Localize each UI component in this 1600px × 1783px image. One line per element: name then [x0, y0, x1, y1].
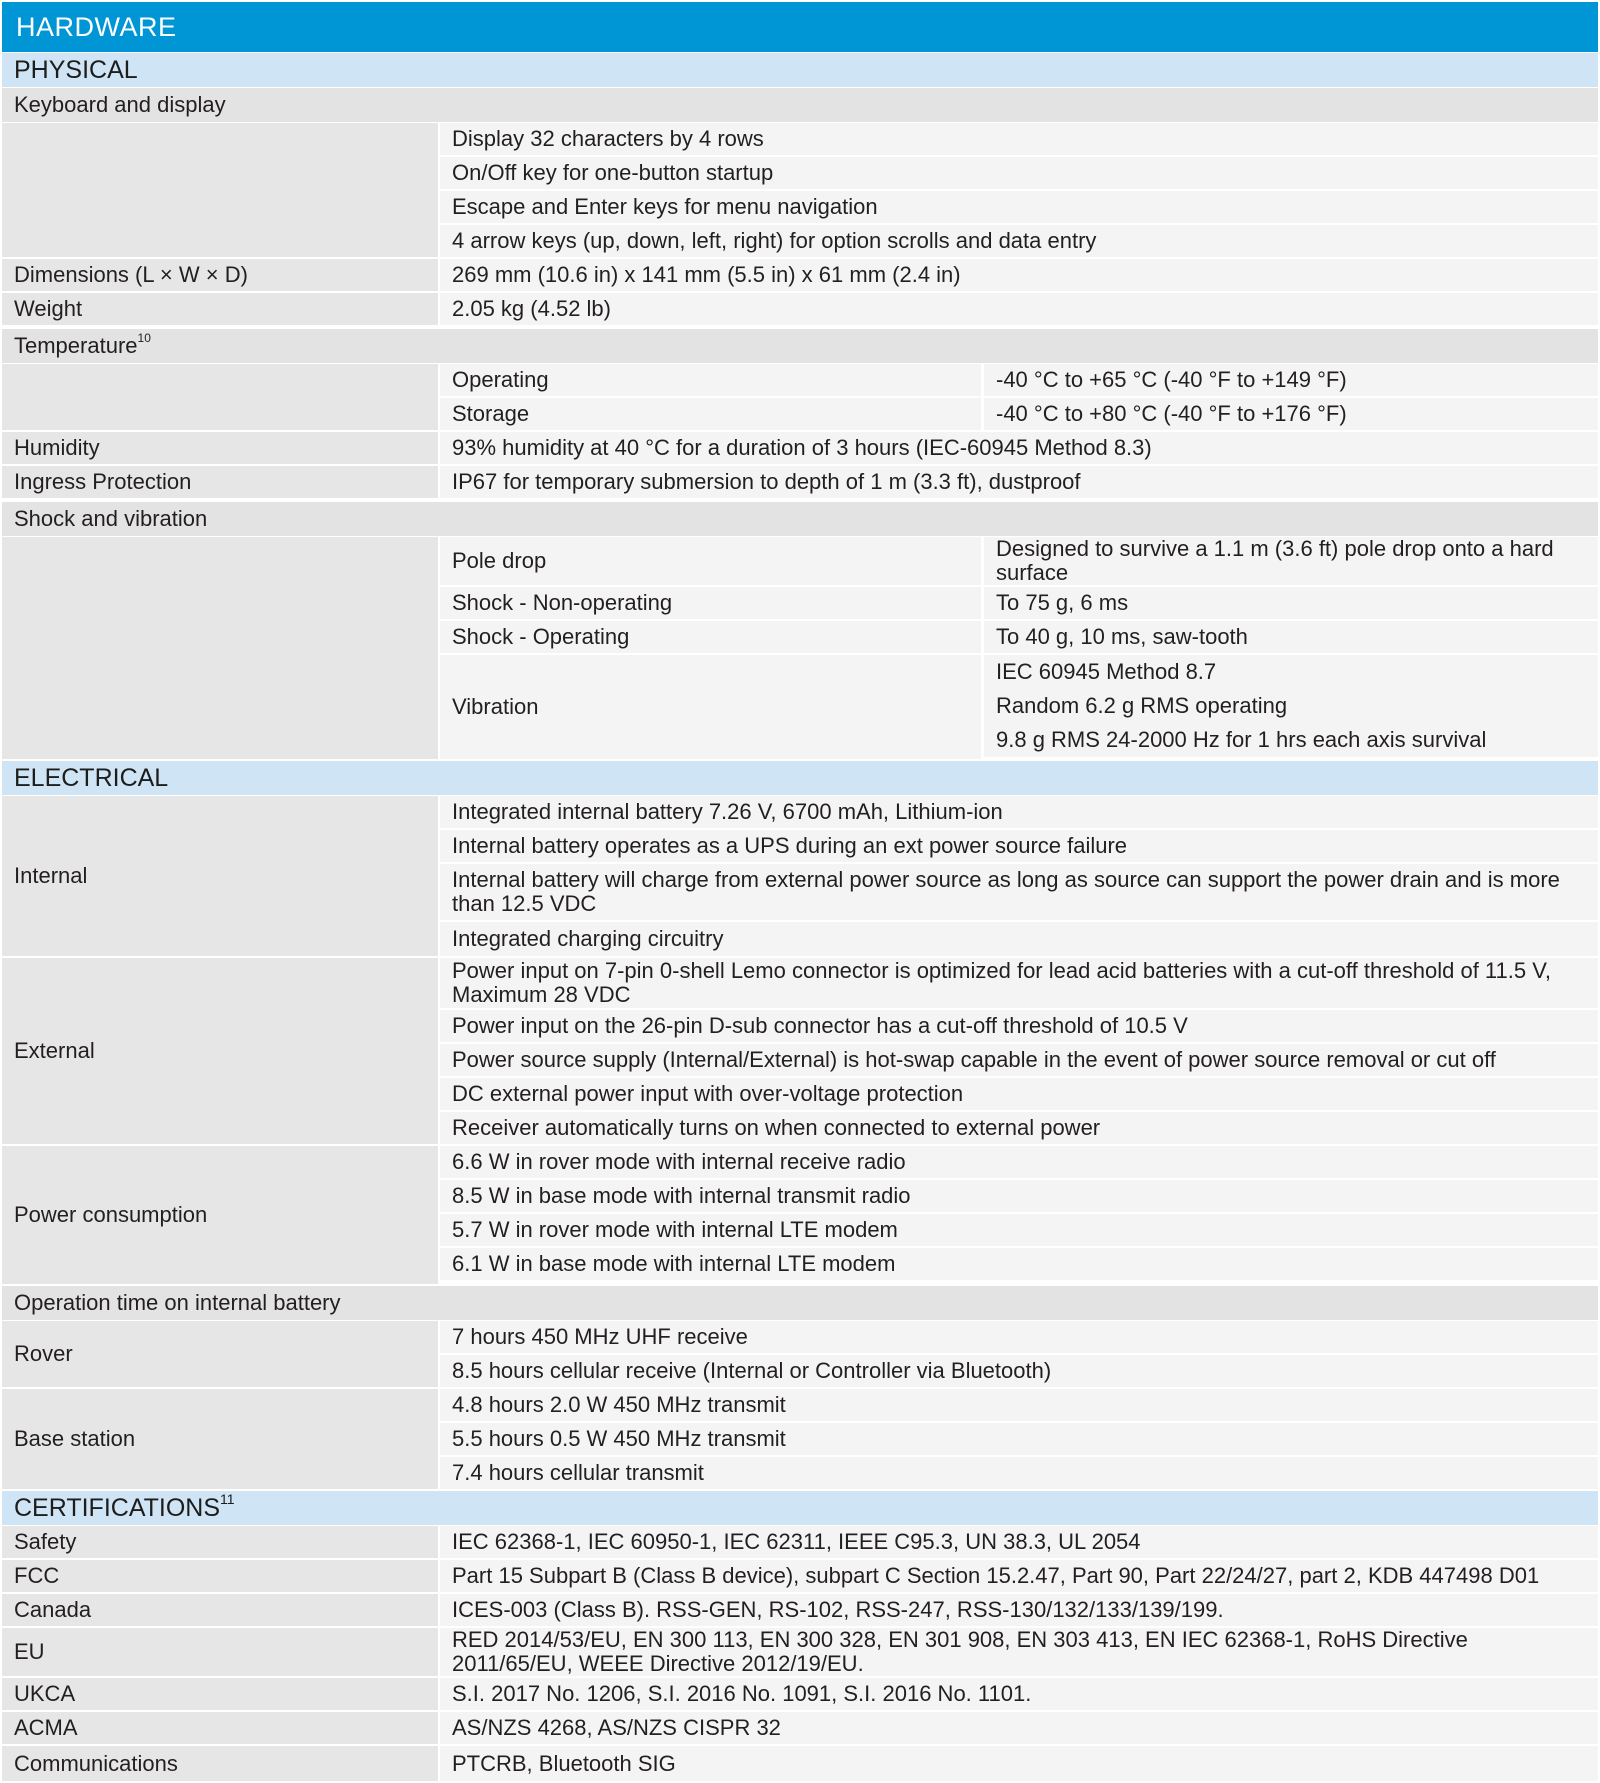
section-physical-text: PHYSICAL: [14, 56, 138, 84]
label-rover-text: Rover: [14, 1341, 73, 1366]
keyboard-item: [440, 157, 1598, 189]
cert-label: [2, 1594, 438, 1626]
cert-label-text: EU: [14, 1639, 45, 1664]
rover-item-text: 8.5 hours cellular receive (Internal or Controller via Bluetooth): [452, 1358, 1052, 1383]
subsection-temperature: [2, 329, 1598, 363]
value-ingress: [440, 466, 1598, 498]
cert-label: [2, 1746, 438, 1781]
temperature-value-text: -40 °C to +65 °C (-40 °F to +149 °F): [996, 367, 1347, 392]
label-dimensions: [2, 259, 438, 291]
label-power-consumption: [2, 1146, 438, 1284]
label-humidity-text: Humidity: [14, 435, 100, 460]
temperature-name-text: Storage: [452, 401, 530, 426]
section-certifications: [2, 1491, 1598, 1525]
temperature-value: [984, 364, 1598, 396]
keyboard-item-text: Display 32 characters by 4 rows: [452, 126, 764, 151]
cert-label: [2, 1560, 438, 1592]
external-item: [440, 1112, 1598, 1144]
cert-value-text: ICES-003 (Class B). RSS-GEN, RS-102, RSS-247, RSS-130/132/133/139/199.: [452, 1597, 1224, 1622]
rover-item: [440, 1321, 1598, 1353]
shock-name-text: Shock - Non-operating: [452, 590, 673, 615]
label-dimensions-text: Dimensions (L × W × D): [14, 262, 248, 287]
label-external: [2, 958, 438, 1144]
keyboard-item-text: On/Off key for one-button startup: [452, 160, 774, 185]
cert-value-text: PTCRB, Bluetooth SIG: [452, 1750, 676, 1776]
label-weight-text: Weight: [14, 296, 83, 321]
power-item-text: 8.5 W in base mode with internal transmit radio: [452, 1183, 911, 1208]
cert-label-text: UKCA: [14, 1681, 76, 1706]
label-power-consumption-text: Power consumption: [14, 1202, 208, 1227]
internal-item: [440, 864, 1598, 920]
internal-item: [440, 796, 1598, 828]
section-certifications-text: CERTIFICATIONS$^{11}$: [14, 1490, 235, 1522]
shock-value-text: To 40 g, 10 ms, saw-tooth: [996, 624, 1248, 649]
cert-label: [2, 1526, 438, 1558]
value-weight: [440, 293, 1598, 325]
section-electrical: [2, 761, 1598, 795]
value-dimensions: [440, 259, 1598, 291]
cert-value-text: AS/NZS 4268, AS/NZS CISPR 32: [452, 1715, 781, 1740]
cert-value: [440, 1560, 1598, 1592]
section-physical: [2, 53, 1598, 87]
power-item: [440, 1180, 1598, 1212]
subsection-operation-time: [2, 1286, 1598, 1320]
value-dimensions-text: 269 mm (10.6 in) x 141 mm (5.5 in) x 61 mm (2.4 in): [452, 262, 961, 287]
shock-value: [984, 621, 1598, 653]
vibration-value-text: Random 6.2 g RMS operating: [996, 693, 1288, 718]
shock-value: [984, 587, 1598, 619]
temperature-value-text: -40 °C to +80 °C (-40 °F to +176 °F): [996, 401, 1347, 426]
section-electrical-text: ELECTRICAL: [14, 764, 169, 792]
cert-label-text: Safety: [14, 1529, 77, 1554]
label-ingress-text: Ingress Protection: [14, 469, 192, 494]
label-keyboard-display: [2, 123, 438, 257]
vibration-value: [984, 655, 1598, 689]
label-base-station: [2, 1389, 438, 1489]
subsection-temperature-footnote: 10: [137, 330, 151, 345]
value-ingress-text: IP67 for temporary submersion to depth of 1 m (3.3 ft), dustproof: [452, 469, 1081, 494]
label-base-station-text: Base station: [14, 1426, 136, 1451]
cert-value: [440, 1526, 1598, 1558]
shock-value-text: To 75 g, 6 ms: [996, 590, 1129, 615]
label-external-text: External: [14, 1038, 95, 1063]
label-ingress: [2, 466, 438, 498]
internal-item-text: Integrated charging circuitry: [452, 926, 724, 951]
internal-item-text: Internal battery operates as a UPS during an ext power source failure: [452, 833, 1128, 858]
external-item: [440, 1044, 1598, 1076]
base-item: [440, 1389, 1598, 1421]
value-humidity: [440, 432, 1598, 464]
internal-item-text: Integrated internal battery 7.26 V, 6700 mAh, Lithium-ion: [452, 799, 1003, 824]
keyboard-item: [440, 123, 1598, 155]
external-item: [440, 958, 1598, 1008]
cert-label-text: ACMA: [14, 1715, 78, 1740]
cert-label: [2, 1678, 438, 1710]
subsection-keyboard-display: [2, 88, 1598, 122]
label-temperature: [2, 364, 438, 430]
shock-value-text: Designed to survive a 1.1 m (3.6 ft) pole drop onto a hard surface: [996, 536, 1554, 585]
external-item-text: Receiver automatically turns on when connected to external power: [452, 1115, 1101, 1140]
temperature-name-text: Operating: [452, 367, 549, 392]
cert-value-text: S.I. 2017 No. 1206, S.I. 2016 No. 1091, S.I. 2016 No. 1101.: [452, 1681, 1032, 1706]
shock-name-text: Shock - Operating: [452, 624, 630, 649]
shock-name: [440, 587, 981, 619]
keyboard-item-text: Escape and Enter keys for menu navigation: [452, 194, 878, 219]
external-item-text: Power source supply (Internal/External) is hot-swap capable in the event of power source removal or cut off: [452, 1047, 1496, 1072]
temperature-value: [984, 398, 1598, 430]
external-item-text: Power input on the 26-pin D-sub connector has a cut-off threshold of 10.5 V: [452, 1013, 1188, 1038]
section-certifications-footnote: 11: [220, 1490, 235, 1507]
internal-item: [440, 830, 1598, 862]
label-shock-vibration: [2, 537, 438, 759]
cert-value-text: Part 15 Subpart B (Class B device), subpart C Section 15.2.47, Part 90, Part 22/24/27, part 2, KDB 447498 D01: [452, 1563, 1540, 1588]
label-internal: [2, 796, 438, 956]
subsection-keyboard-display-text: Keyboard and display: [14, 92, 226, 117]
subsection-temperature-text: Temperature$^{10}$: [14, 330, 151, 358]
shock-value: [984, 537, 1598, 585]
cert-label-text: Communications: [14, 1750, 178, 1776]
vibration-value: [984, 689, 1598, 723]
cert-value: [440, 1628, 1598, 1676]
cert-value: [440, 1678, 1598, 1710]
power-item-text: 6.6 W in rover mode with internal receive radio: [452, 1149, 906, 1174]
subsection-shock-vibration-text: Shock and vibration: [14, 506, 208, 531]
vibration-name-text: Vibration: [452, 694, 539, 719]
power-item-text: 6.1 W in base mode with internal LTE modem: [452, 1251, 896, 1276]
cert-label: [2, 1628, 438, 1676]
hardware-header: HARDWARE: [2, 2, 1598, 52]
power-item: [440, 1214, 1598, 1246]
keyboard-item: [440, 225, 1598, 257]
vibration-value: [984, 723, 1598, 757]
external-item: [440, 1010, 1598, 1042]
cert-label-text: Canada: [14, 1597, 92, 1622]
temperature-name: [440, 398, 981, 430]
value-weight-text: 2.05 kg (4.52 lb): [452, 296, 611, 321]
label-internal-text: Internal: [14, 863, 88, 888]
base-item-text: 7.4 hours cellular transmit: [452, 1460, 704, 1485]
cert-label-text: FCC: [14, 1563, 60, 1588]
shock-name: [440, 537, 981, 585]
cert-value-text: RED 2014/53/EU, EN 300 113, EN 300 328, EN 301 908, EN 303 413, EN IEC 62368-1, RoHS Directive 2011/65/EU, WEEE Directive 2012/19/EU.: [452, 1627, 1468, 1676]
cert-value: [440, 1746, 1598, 1781]
label-humidity: [2, 432, 438, 464]
cert-value: [440, 1594, 1598, 1626]
vibration-value-text: 9.8 g RMS 24-2000 Hz for 1 hrs each axis survival: [996, 727, 1487, 752]
external-item-text: Power input on 7-pin 0-shell Lemo connector is optimized for lead acid batteries with a cut-off threshold of 11.5 V, Maximum 28 VDC: [452, 958, 1551, 1007]
internal-item: [440, 922, 1598, 956]
external-item: [440, 1078, 1598, 1110]
external-item-text: DC external power input with over-voltage protection: [452, 1081, 964, 1106]
base-item: [440, 1423, 1598, 1455]
internal-item-text: Internal battery will charge from external power source as long as source can support the power drain and is more than 12.5 VDC: [452, 867, 1560, 916]
power-item: [440, 1248, 1598, 1280]
cert-value-text: IEC 62368-1, IEC 60950-1, IEC 62311, IEEE C95.3, UN 38.3, UL 2054: [452, 1529, 1141, 1554]
shock-name-text: Pole drop: [452, 548, 547, 573]
subsection-shock-vibration: [2, 502, 1598, 536]
power-item: [440, 1146, 1598, 1178]
base-item-text: 5.5 hours 0.5 W 450 MHz transmit: [452, 1426, 786, 1451]
subsection-operation-time-text: Operation time on internal battery: [14, 1290, 341, 1315]
base-item: [440, 1457, 1598, 1489]
base-item-text: 4.8 hours 2.0 W 450 MHz transmit: [452, 1392, 786, 1417]
cert-label: [2, 1712, 438, 1744]
rover-item: [440, 1355, 1598, 1387]
power-item-text: 5.7 W in rover mode with internal LTE modem: [452, 1217, 898, 1242]
temperature-name: [440, 364, 981, 396]
label-rover: [2, 1321, 438, 1387]
vibration-value-text: IEC 60945 Method 8.7: [996, 659, 1217, 684]
keyboard-item: [440, 191, 1598, 223]
keyboard-item-text: 4 arrow keys (up, down, left, right) for option scrolls and data entry: [452, 228, 1097, 253]
value-humidity-text: 93% humidity at 40 °C for a duration of 3 hours (IEC-60945 Method 8.3): [452, 435, 1152, 460]
cert-value: [440, 1712, 1598, 1744]
shock-name: [440, 621, 981, 653]
label-weight: [2, 293, 438, 325]
rover-item-text: 7 hours 450 MHz UHF receive: [452, 1324, 748, 1349]
vibration-name: [440, 655, 981, 759]
